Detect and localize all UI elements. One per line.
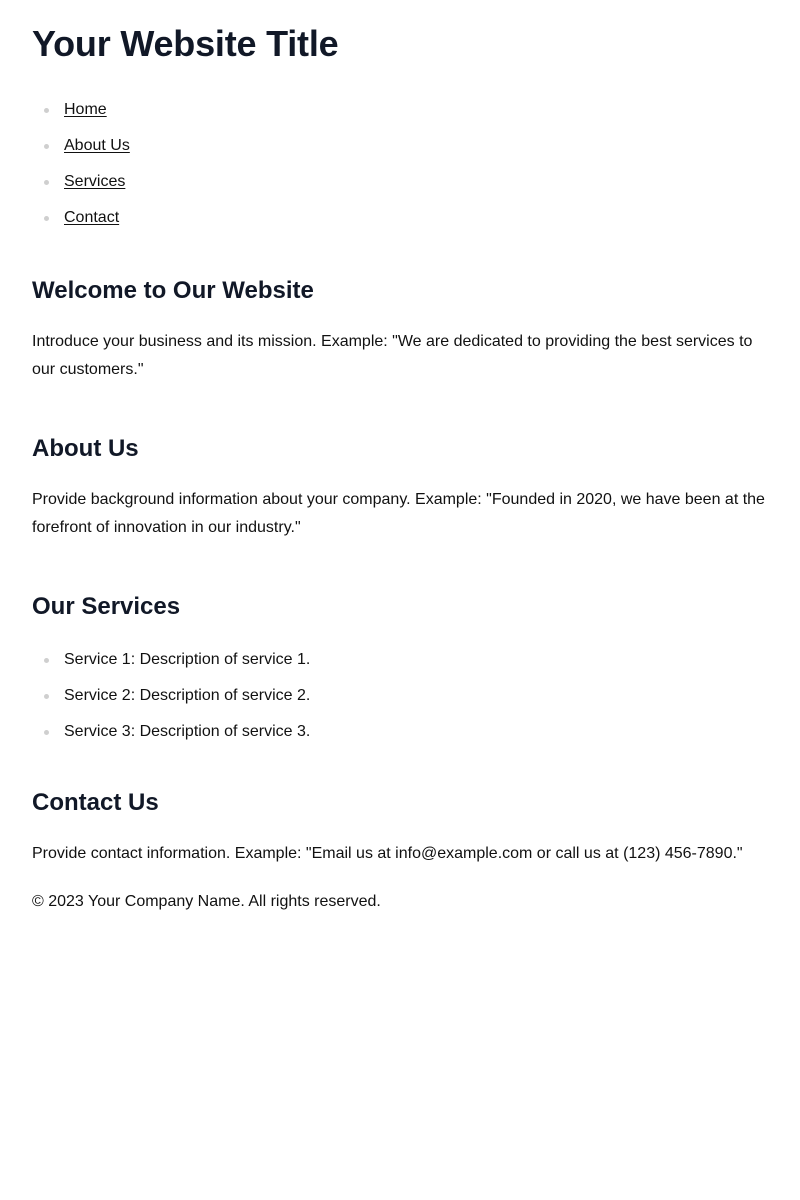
about-section — [32, 434, 768, 542]
service-item: Service 2: Description of service 2. — [32, 686, 768, 706]
about-heading: About Us — [32, 435, 139, 462]
nav-item-services — [32, 172, 768, 192]
site-title: Your Website Title — [32, 23, 339, 64]
nav-item-about-us — [32, 136, 768, 156]
welcome-heading: Welcome to Our Website — [32, 277, 314, 304]
services-list — [32, 650, 768, 742]
contact-section — [32, 788, 768, 868]
service-item: Service 3: Description of service 3. — [32, 722, 768, 742]
nav-link-services[interactable]: Services — [64, 173, 126, 190]
services-heading: Our Services — [32, 593, 181, 620]
nav-item-contact — [32, 208, 768, 228]
nav-item-home — [32, 100, 768, 120]
about-text: Provide background information about your company. Example: "Founded in 2020, we have been at the forefront of innovation in our industry." — [32, 491, 765, 536]
nav-link-about-us[interactable]: About Us — [64, 137, 130, 154]
nav-link-home[interactable]: Home — [64, 101, 107, 118]
welcome-text: Introduce your business and its mission. Example: "We are dedicated to providing the best services to our customers." — [32, 333, 753, 378]
welcome-section — [32, 276, 768, 384]
services-section — [32, 592, 768, 742]
nav-link-contact[interactable]: Contact — [64, 209, 120, 226]
contact-text: Provide contact information. Example: "Email us at info@example.com or call us at (123) 456-7890." — [32, 845, 743, 862]
main-navigation — [32, 100, 768, 228]
footer-copyright: © 2023 Your Company Name. All rights reserved. — [32, 893, 381, 910]
contact-heading: Contact Us — [32, 789, 159, 816]
footer — [32, 888, 768, 916]
service-item: Service 1: Description of service 1. — [32, 650, 768, 670]
